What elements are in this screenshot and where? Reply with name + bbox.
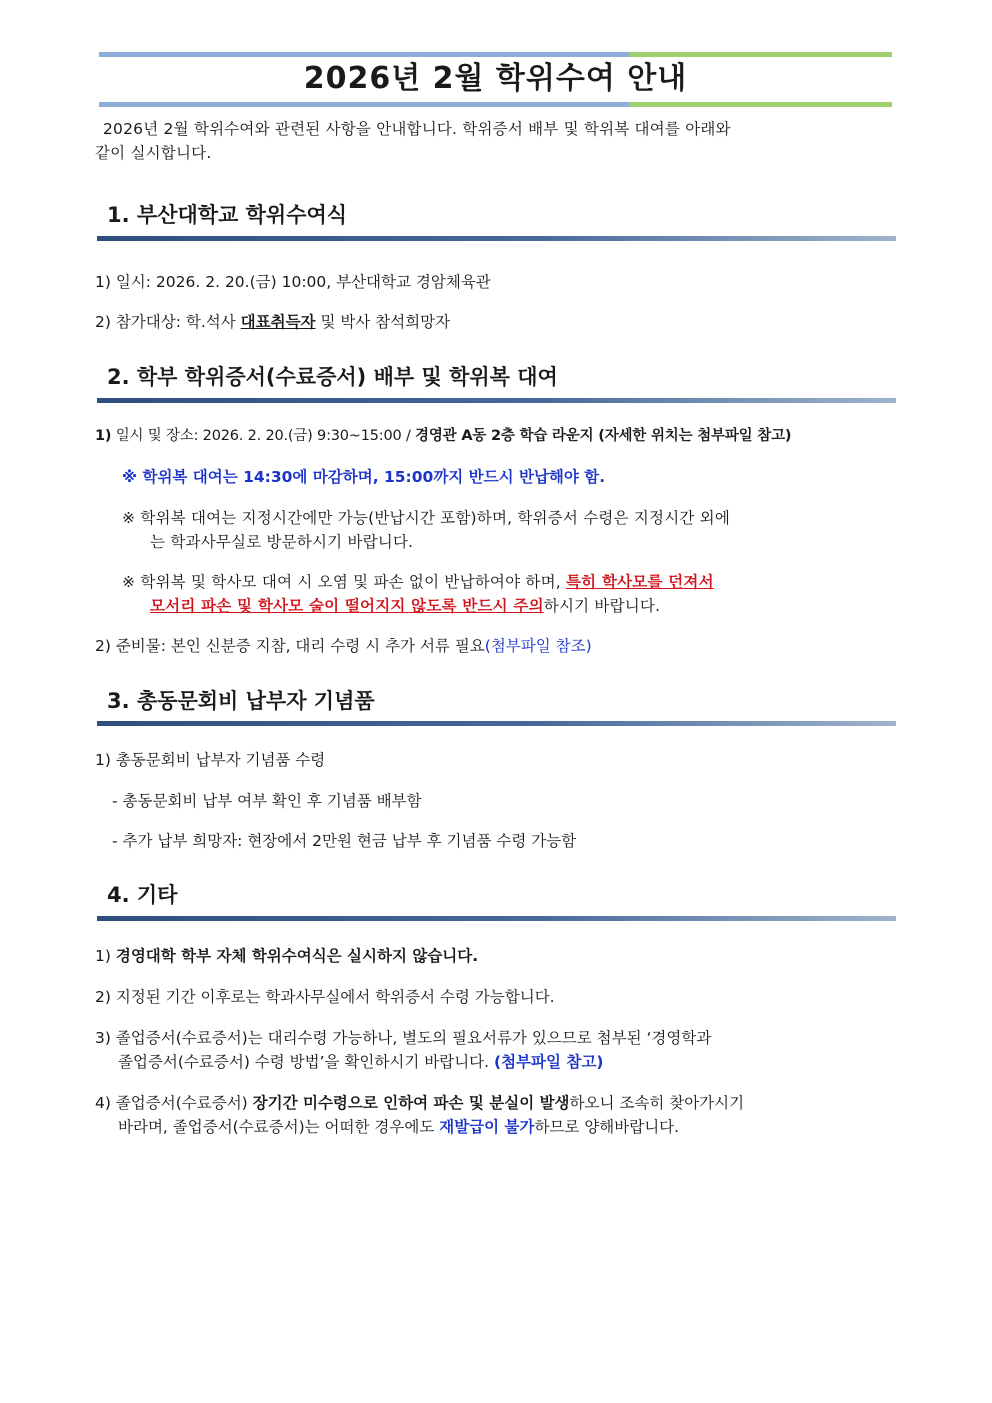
attachment-reference: (첨부파일 참조)	[484, 637, 592, 655]
note-damage-line-1: ※ 학위복 및 학사모 대여 시 오염 및 파손 없이 반납하여야 하며, 특히 학사모를 던져서	[122, 573, 714, 591]
note-rental-hours-line-1: ※ 학위복 대여는 지정시간에만 가능(반납시간 포함)하며, 학위증서 수령은 지정시간 외에	[122, 509, 731, 527]
section-4-item-3-line-1: 3) 졸업증서(수료증서)는 대리수령 가능하나, 별도의 필요서류가 있으므로 첨부된 ‘경영학과	[95, 1029, 712, 1047]
section-2-item-1: 1) 일시 및 장소: 2026. 2. 20.(금) 9:30~15:00 / 경영관 A동 2층 학습 라운지 (자세한 위치는 첨부파일 참고)	[95, 428, 792, 444]
section-2-heading: 2. 학부 학위증서(수료증서) 배부 및 학위복 대여	[107, 365, 558, 389]
note-rental-hours-line-2: 는 학과사무실로 방문하시기 바랍니다.	[150, 533, 414, 551]
section-4-item-3-line-2: 졸업증서(수료증서) 수령 방법’을 확인하시기 바랍니다. (첨부파일 참고)	[118, 1053, 604, 1071]
representative-recipient: 대표취득자	[240, 313, 316, 331]
section-3-dash-2: - 추가 납부 희망자: 현장에서 2만원 현금 납부 후 기념품 수령 가능함	[112, 832, 577, 850]
section-3-dash-1: - 총동문회비 납부 여부 확인 후 기념품 배부함	[112, 792, 422, 810]
section-3-rule	[97, 721, 896, 726]
section-4-item-1: 1) 경영대학 학부 자체 학위수여식은 실시하지 않습니다.	[95, 947, 479, 965]
section-4-heading: 4. 기타	[107, 883, 178, 907]
section-3-heading: 3. 총동문회비 납부자 기념품	[107, 689, 375, 713]
note-damage-line-2: 모서리 파손 및 학사모 술이 떨어지지 않도록 반드시 주의하시기 바랍니다.	[150, 597, 661, 615]
intro-line-1: 2026년 2월 학위수여와 관련된 사항을 안내합니다. 학위증서 배부 및 학위복 대여를 아래와	[103, 120, 731, 138]
section-4-item-4-line-1: 4) 졸업증서(수료증서) 장기간 미수령으로 인하여 파손 및 분실이 발생하오니 조속히 찾아가시기	[95, 1094, 745, 1112]
section-4-rule	[97, 916, 896, 921]
section-1-item-1: 1) 일시: 2026. 2. 20.(금) 10:00, 부산대학교 경암체육관	[95, 273, 491, 291]
section-3-item-1: 1) 총동문회비 납부자 기념품 수령	[95, 751, 326, 769]
section-4-item-2: 2) 지정된 기간 이후로는 학과사무실에서 학위증서 수령 가능합니다.	[95, 988, 555, 1006]
intro-line-2: 같이 실시합니다.	[95, 144, 212, 162]
section-2-rule	[97, 398, 896, 403]
section-1-item-2: 2) 참가대상: 학.석사 대표취득자 및 박사 참석희망자	[95, 313, 451, 331]
section-2-item-2: 2) 준비물: 본인 신분증 지참, 대리 수령 시 추가 서류 필요(첨부파일 참조)	[95, 637, 592, 655]
title-bottom-bar	[99, 102, 892, 107]
location-detail: 경영관 A동 2층 학습 라운지 (자세한 위치는 첨부파일 참고)	[415, 428, 792, 444]
section-1-heading: 1. 부산대학교 학위수여식	[107, 203, 348, 227]
section-1-rule	[97, 236, 896, 241]
page-title: 2026년 2월 학위수여 안내	[303, 61, 688, 96]
section-4-item-4-line-2: 바라며, 졸업증서(수료증서)는 어떠한 경우에도 재발급이 불가하므로 양해바랍니다.	[118, 1118, 680, 1136]
intro-paragraph	[95, 117, 885, 165]
title-top-bar	[99, 52, 892, 57]
note-return-deadline: ※ 학위복 대여는 14:30에 마감하며, 15:00까지 반드시 반납해야 함.	[122, 468, 606, 486]
